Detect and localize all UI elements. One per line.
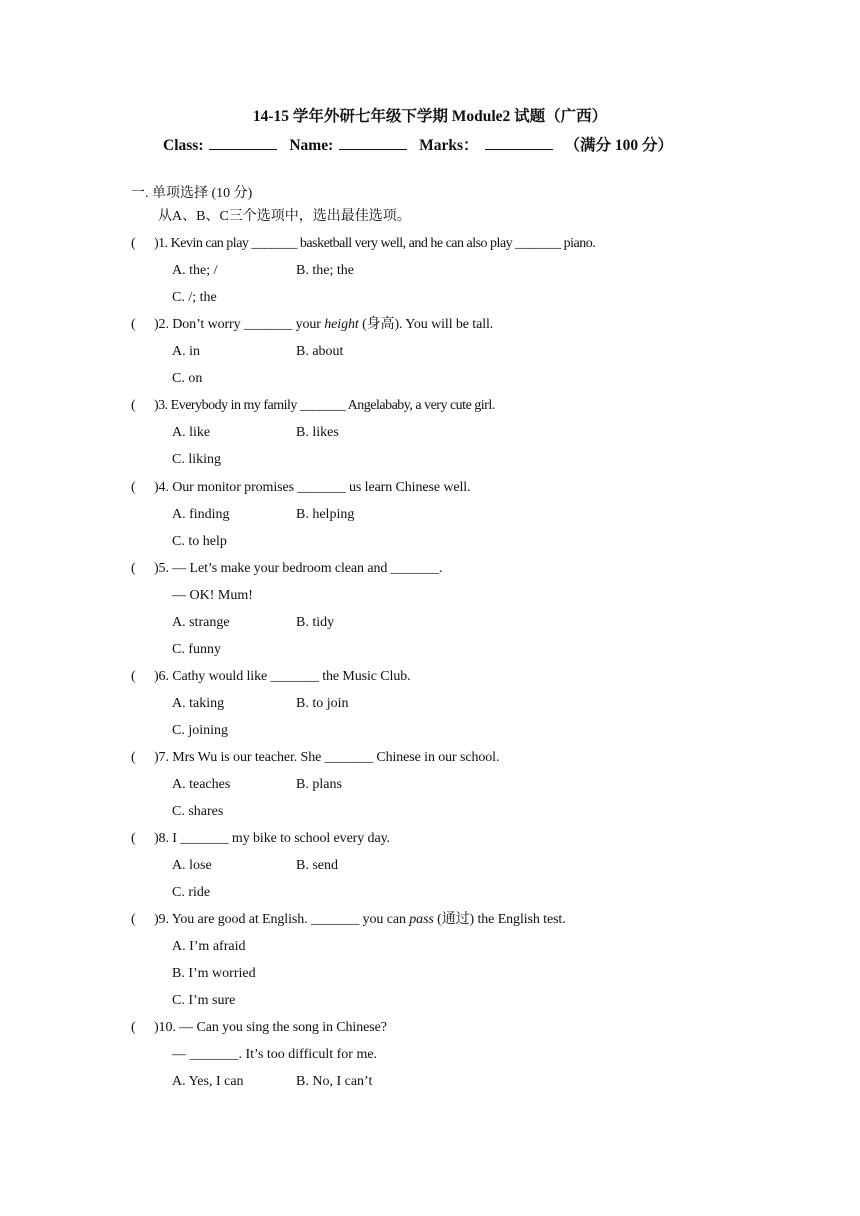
stem-text: )2. Don’t worry _______ your [154,317,325,332]
section-heading: 一. 单项选择 (10 分) [131,186,253,201]
answer-paren: ( [131,398,136,413]
option-a: A. finding [172,507,230,522]
answer-paren: ( [131,236,136,251]
option-c: C. shares [172,804,224,819]
document-title: 14-15 学年外研七年级下学期 Module2 试题（广西） [252,108,608,125]
answer-paren: ( [131,669,136,684]
option-c: C. liking [172,452,222,467]
name-label: Name: [289,137,334,154]
section-instructions: 从A、B、C三个选项中，选出最佳选项。 [158,209,411,224]
option-a: A. Yes, I can [172,1074,244,1089]
class-label: Class: [163,137,204,154]
option-a: A. teaches [172,777,231,792]
question-stem: )7. Mrs Wu is our teacher. She _______ Chinese in our school. [154,750,500,765]
question-stem: )8. I _______ my bike to school every day. [154,831,390,846]
option-c: C. joining [172,723,229,738]
option-b: B. plans [296,777,342,792]
question-stem: )1. Kevin can play _______ basketball very well, and he can also play _______ piano. [154,236,596,251]
stem-text: (身高). You will be tall. [358,317,494,332]
option-b: B. the; the [296,263,354,278]
option-b: B. I’m worried [172,966,256,981]
option-b: B. to join [296,696,349,711]
option-c: C. I’m sure [172,993,236,1008]
stem-text: (通过) the English test. [433,912,566,927]
option-a: A. the; / [172,263,218,278]
option-a: A. like [172,425,211,440]
question-stem: )5. — Let’s make your bedroom clean and _______. [154,561,443,576]
student-info-line [163,135,673,156]
question-stem: )10. — Can you sing the song in Chinese? [154,1020,387,1035]
option-a: A. I’m afraid [172,939,246,954]
class-blank [209,135,277,150]
option-c: C. funny [172,642,221,657]
stem-text: )9. You are good at English. _______ you can [154,912,410,927]
stem-italic-word: pass [409,912,434,927]
answer-paren: ( [131,561,136,576]
question-stem [154,910,566,930]
dialogue-reply: — OK! Mum! [172,588,253,603]
option-c: C. on [172,371,203,386]
dialogue-reply: — _______. It’s too difficult for me. [172,1047,378,1062]
option-b: B. tidy [296,615,335,630]
answer-paren: ( [131,317,136,332]
option-a: A. taking [172,696,225,711]
option-c: C. ride [172,885,211,900]
marks-label: Marks： [419,137,479,154]
answer-paren: ( [131,480,136,495]
question-stem: )3. Everybody in my family _______ Angelababy, a very cute girl. [154,398,495,413]
marks-blank [485,135,553,150]
option-c: C. to help [172,534,227,549]
answer-paren: ( [131,912,136,927]
full-score-note: （满分 100 分） [564,137,673,154]
option-b: B. No, I can’t [296,1074,373,1089]
option-a: A. lose [172,858,212,873]
option-a: A. in [172,344,200,359]
option-b: B. helping [296,507,355,522]
option-c: C. /; the [172,290,217,305]
stem-italic-word: height [324,317,359,332]
question-stem [154,315,493,335]
question-stem: )4. Our monitor promises _______ us learn Chinese well. [154,480,471,495]
answer-paren: ( [131,1020,136,1035]
question-stem: )6. Cathy would like _______ the Music Club. [154,669,411,684]
option-a: A. strange [172,615,230,630]
option-b: B. send [296,858,338,873]
answer-paren: ( [131,831,136,846]
name-blank [339,135,407,150]
option-b: B. about [296,344,344,359]
option-b: B. likes [296,425,339,440]
answer-paren: ( [131,750,136,765]
